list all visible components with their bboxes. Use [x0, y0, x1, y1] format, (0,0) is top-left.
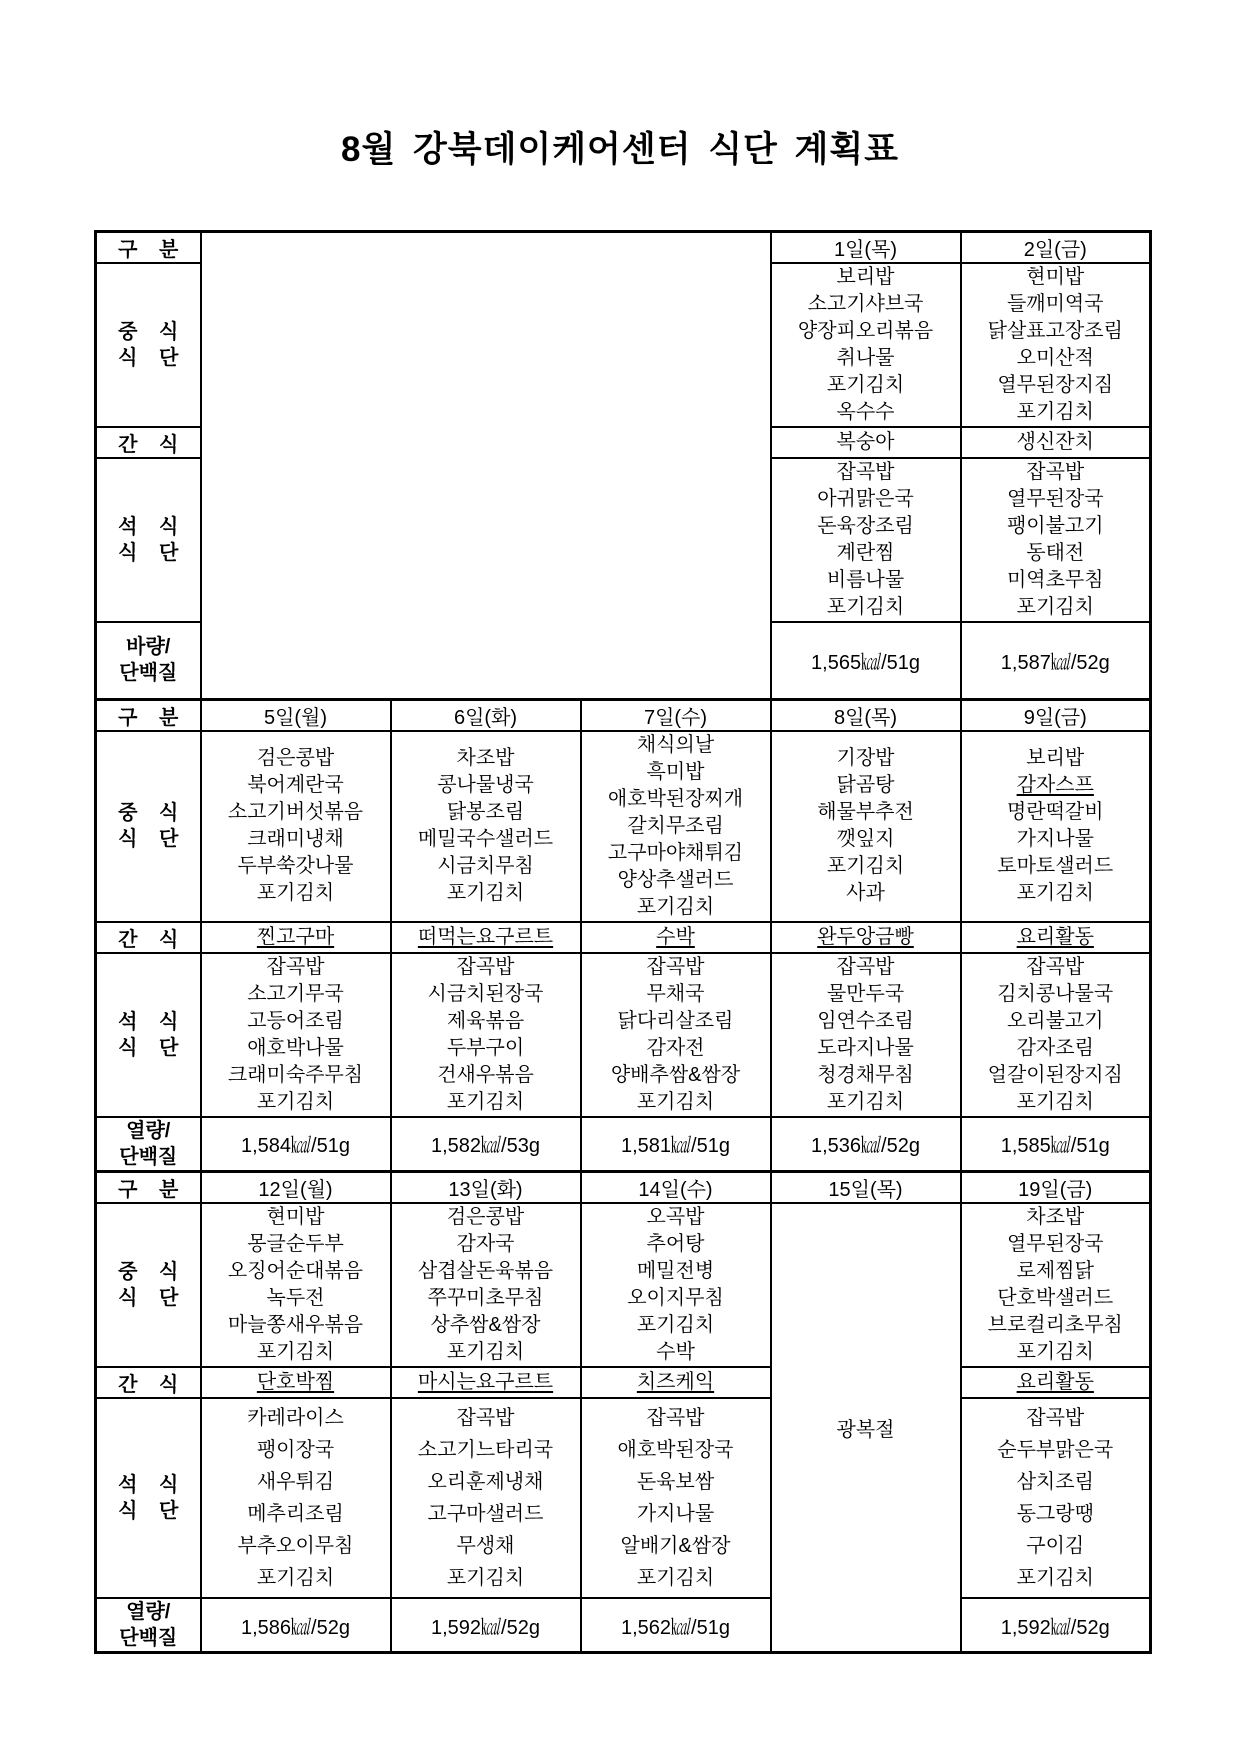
row-label-lunch: 중 식 식 단 — [96, 1203, 201, 1367]
lunch-cell-aug7: 채식의날 흑미밥 애호박된장찌개 갈치무조림 고구마야채튀김 양상추샐러드 포기김치 — [581, 731, 771, 922]
row-label-lunch: 중 식 식 단 — [96, 731, 201, 922]
day-header-aug7: 7일(수) — [581, 699, 771, 731]
energy-cell-aug7: 1,581㎉/51g — [581, 1117, 771, 1172]
lunch-cell-aug8: 기장밥 닭곰탕 해물부추전 깻잎지 포기김치 사과 — [771, 731, 961, 922]
energy-cell-aug8: 1,536㎉/52g — [771, 1117, 961, 1172]
dinner-cell-aug14: 잡곡밥 애호박된장국 돈육보쌈 가지나물 알배기&쌈장 포기김치 — [581, 1398, 771, 1598]
dinner-cell-aug12: 카레라이스 팽이장국 새우튀김 메추리조림 부추오이무침 포기김치 — [201, 1398, 391, 1598]
corner-label-category: 구 분 — [96, 699, 201, 731]
row-label-energy: 열량/ 단백질 — [96, 1598, 201, 1653]
day-header-aug2: 2일(금) — [961, 232, 1151, 264]
snack-cell-aug2: 생신잔치 — [961, 427, 1151, 458]
lunch-cell-aug2: 현미밥 들깨미역국 닭살표고장조림 오미산적 열무된장지짐 포기김치 — [961, 263, 1151, 427]
day-header-aug6: 6일(화) — [391, 699, 581, 731]
meal-table-week1 — [94, 230, 1152, 701]
corner-label-category: 구 분 — [96, 232, 201, 264]
lunch-cell-aug14: 오곡밥 추어탕 메밀전병 오이지무침 포기김치 수박 — [581, 1203, 771, 1367]
meal-table-week3 — [94, 1170, 1152, 1654]
dinner-cell-aug19: 잡곡밥 순두부맑은국 삼치조림 동그랑땡 구이김 포기김치 — [961, 1398, 1151, 1598]
dinner-cell-aug6: 잡곡밥 시금치된장국 제육볶음 두부구이 건새우볶음 포기김치 — [391, 953, 581, 1117]
snack-cell-aug7: 수박 — [581, 922, 771, 953]
lunch-cell-aug9: 보리밥 감자스프 명란떡갈비 가지나물 토마토샐러드 포기김치 — [961, 731, 1151, 922]
energy-cell-aug19: 1,592㎉/52g — [961, 1598, 1151, 1653]
day-header-aug14: 14일(수) — [581, 1172, 771, 1204]
row-label-snack: 간 식 — [96, 1367, 201, 1398]
energy-cell-aug12: 1,586㎉/52g — [201, 1598, 391, 1653]
dinner-cell-aug8: 잡곡밥 물만두국 임연수조림 도라지나물 청경채무침 포기김치 — [771, 953, 961, 1117]
day-header-aug1: 1일(목) — [771, 232, 961, 264]
dinner-cell-aug7: 잡곡밥 무채국 닭다리살조림 감자전 양배추쌈&쌈장 포기김치 — [581, 953, 771, 1117]
page-title: 8월 강북데이케어센터 식단 계획표 — [341, 130, 899, 169]
snack-cell-aug14: 치즈케익 — [581, 1367, 771, 1398]
snack-cell-aug13: 마시는요구르트 — [391, 1367, 581, 1398]
lunch-cell-aug6: 차조밥 콩나물냉국 닭봉조림 메밀국수샐러드 시금치무침 포기김치 — [391, 731, 581, 922]
dinner-cell-aug1: 잡곡밥 아귀맑은국 돈육장조림 계란찜 비름나물 포기김치 — [771, 458, 961, 622]
row-label-snack: 간 식 — [96, 922, 201, 953]
lunch-cell-aug5: 검은콩밥 북어계란국 소고기버섯볶음 크래미냉채 두부쑥갓나물 포기김치 — [201, 731, 391, 922]
meal-table-week2 — [94, 698, 1152, 1174]
energy-cell-aug6: 1,582㎉/53g — [391, 1117, 581, 1172]
day-header-aug12: 12일(월) — [201, 1172, 391, 1204]
dinner-cell-aug9: 잡곡밥 김치콩나물국 오리불고기 감자조림 얼갈이된장지짐 포기김치 — [961, 953, 1151, 1117]
row-label-dinner: 석 식 식 단 — [96, 1398, 201, 1598]
snack-cell-aug8: 완두앙금빵 — [771, 922, 961, 953]
lunch-cell-aug13: 검은콩밥 감자국 삼겹살돈육볶음 쭈꾸미초무침 상추쌈&쌈장 포기김치 — [391, 1203, 581, 1367]
dinner-cell-aug13: 잡곡밥 소고기느타리국 오리훈제냉채 고구마샐러드 무생채 포기김치 — [391, 1398, 581, 1598]
row-label-dinner: 석 식 식 단 — [96, 953, 201, 1117]
energy-cell-aug9: 1,585㎉/51g — [961, 1117, 1151, 1172]
snack-cell-aug12: 단호박찜 — [201, 1367, 391, 1398]
day-header-aug9: 9일(금) — [961, 699, 1151, 731]
energy-cell-aug14: 1,562㎉/51g — [581, 1598, 771, 1653]
snack-cell-aug1: 복숭아 — [771, 427, 961, 458]
row-label-dinner: 석 식 식 단 — [96, 458, 201, 622]
energy-cell-aug5: 1,584㎉/51g — [201, 1117, 391, 1172]
energy-cell-aug2: 1,587㎉/52g — [961, 622, 1151, 699]
dinner-cell-aug5: 잡곡밥 소고기무국 고등어조림 애호박나물 크래미숙주무침 포기김치 — [201, 953, 391, 1117]
lunch-cell-aug1: 보리밥 소고기샤브국 양장피오리볶음 취나물 포기김치 옥수수 — [771, 263, 961, 427]
dinner-cell-aug2: 잡곡밥 열무된장국 팽이불고기 동태전 미역초무침 포기김치 — [961, 458, 1151, 622]
holiday-cell-aug15: 광복절 — [771, 1203, 961, 1653]
empty-region-week1 — [201, 232, 771, 700]
corner-label-category: 구 분 — [96, 1172, 201, 1204]
day-header-aug8: 8일(목) — [771, 699, 961, 731]
snack-cell-aug19: 요리활동 — [961, 1367, 1151, 1398]
snack-cell-aug5: 찐고구마 — [201, 922, 391, 953]
energy-cell-aug13: 1,592㎉/52g — [391, 1598, 581, 1653]
row-label-lunch: 중 식 식 단 — [96, 263, 201, 427]
energy-cell-aug1: 1,565㎉/51g — [771, 622, 961, 699]
snack-cell-aug6: 떠먹는요구르트 — [391, 922, 581, 953]
snack-cell-aug9: 요리활동 — [961, 922, 1151, 953]
day-header-aug5: 5일(월) — [201, 699, 391, 731]
row-label-snack: 간 식 — [96, 427, 201, 458]
day-header-aug19: 19일(금) — [961, 1172, 1151, 1204]
row-label-energy-week1: 바량/ 단백질 — [96, 622, 201, 699]
day-header-aug15: 15일(목) — [771, 1172, 961, 1204]
lunch-cell-aug12: 현미밥 몽글순두부 오징어순대볶음 녹두전 마늘쫑새우볶음 포기김치 — [201, 1203, 391, 1367]
lunch-cell-aug19: 차조밥 열무된장국 로제찜닭 단호박샐러드 브로컬리초무침 포기김치 — [961, 1203, 1151, 1367]
day-header-aug13: 13일(화) — [391, 1172, 581, 1204]
row-label-energy: 열량/ 단백질 — [96, 1117, 201, 1172]
